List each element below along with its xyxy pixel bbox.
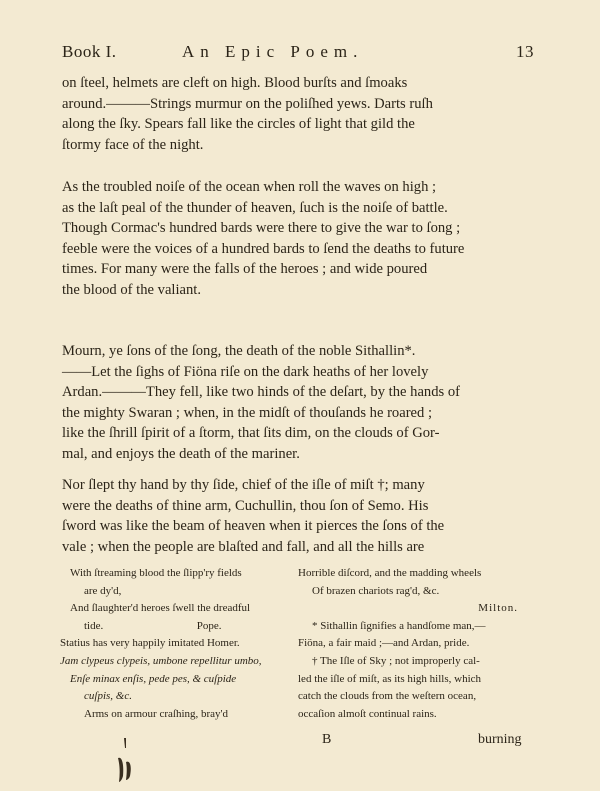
footnote-line: cuſpis, &c. <box>84 690 132 703</box>
footnote-line: Jam clypeus clypeis, umbone repellitur umbo, <box>60 654 262 667</box>
text-line: ſword was like the beam of heaven when it pierces the ſons of the <box>62 518 445 535</box>
text-line: feeble were the voices of a hundred bards to ſend the deaths to future <box>62 240 465 257</box>
text-line: as the laſt peal of the thunder of heaven, ſuch is the noiſe of battle. <box>62 199 448 216</box>
text-line: mal, and enjoys the death of the mariner. <box>62 445 300 462</box>
text-line: ——Let the ſighs of Fiöna riſe on the dark heaths of her lovely <box>62 363 429 380</box>
text-line: ſtormy face of the night. <box>62 136 204 153</box>
text-line: Though Cormac's hundred bards were there to give the war to ſong ; <box>62 220 461 237</box>
text-line: vale ; when the people are blaſted and fall, and all the hills are <box>62 538 425 555</box>
running-title: An Epic Poem. <box>182 42 364 61</box>
footnote-line: Fiöna, a fair maid ;—and Ardan, pride. <box>298 637 470 650</box>
text-line: Nor ſlept thy hand by thy ſide, chief of the iſle of miſt †; many <box>62 477 425 493</box>
book-label: Book I. <box>62 42 117 61</box>
footnote-line: † The Iſle of Sky ; not improperly cal- <box>312 654 480 667</box>
text-line: were the deaths of thine arm, Cuchullin, thou ſon of Semo. His <box>62 497 429 514</box>
paragraph <box>62 341 522 465</box>
text-line: times. For many were the falls of the heroes ; and wide poured <box>62 261 428 278</box>
catchword: burning <box>478 732 522 747</box>
text-line: As the troubled noiſe of the ocean when roll the waves on high ; <box>62 179 437 195</box>
footnote-line: catch the clouds from the weſtern ocean, <box>298 690 477 703</box>
footnote-line: And ſlaughter'd heroes ſwell the dreadful <box>70 602 251 615</box>
text-line: on ſteel, helmets are cleft on high. Blood burſts and ſmoaks <box>62 75 408 91</box>
text-line: like the ſhrill ſpirit of a ſtorm, that ſits dim, on the clouds of Gor- <box>62 425 440 442</box>
footnote-line: occaſion almoſt continual rains. <box>298 707 437 720</box>
text-line: Mourn, ye ſons of the ſong, the death of the noble Sithallin*. <box>62 343 416 359</box>
footnote-line: Horrible diſcord, and the madding wheels <box>298 567 482 579</box>
text-line: Ardan.———They fell, like two hinds of the deſart, by the hands of <box>62 384 460 401</box>
footnote-line: Arms on armour craſhing, bray'd <box>84 707 229 720</box>
footnote-line: tide. Pope. <box>84 619 222 632</box>
footnote-line: Of brazen chariots rag'd, &c. <box>312 584 440 597</box>
paragraph <box>62 73 522 155</box>
text-line: along the ſky. Spears fall like the circles of light that gild the <box>62 116 415 133</box>
ink-smudge <box>110 736 140 784</box>
footnote-line: Enſe minax enſis, pede pes, & cuſpide <box>70 672 237 685</box>
text-line: around.———Strings murmur on the poliſhed yews. Darts ruſh <box>62 95 433 112</box>
footnotes-right-column <box>298 565 522 723</box>
signature-mark: B <box>322 732 332 747</box>
paragraph <box>62 475 522 557</box>
running-header <box>62 42 534 66</box>
text-line: the mighty Swaran ; when, in the midſt of thouſands he roared ; <box>62 404 433 421</box>
paragraph <box>62 177 522 301</box>
footnote-line: Milton. <box>478 602 518 615</box>
footnote-line: led the iſle of miſt, as its high hills, which <box>298 672 482 685</box>
text-line: the blood of the valiant. <box>62 281 202 298</box>
footnote-line: Statius has very happily imitated Homer. <box>60 637 240 650</box>
footnote-line: With ſtreaming blood the ſlipp'ry fields <box>70 567 242 579</box>
footnote-line: are dy'd, <box>84 584 122 597</box>
page-number: 13 <box>516 42 534 61</box>
footnote-line: * Sithallin ſignifies a handſome man,— <box>312 619 486 632</box>
footnotes-left-column <box>60 565 270 723</box>
